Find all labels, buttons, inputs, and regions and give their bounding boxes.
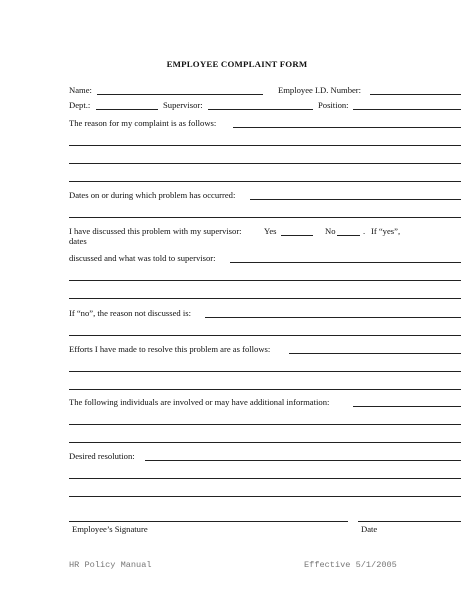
footer-manual-title: HR Policy Manual: [69, 560, 152, 570]
yes-field[interactable]: [281, 235, 313, 236]
discussed-told-label: discussed and what was told to supervisor:: [69, 253, 216, 263]
supervisor-field[interactable]: [208, 109, 313, 110]
dates-field-line[interactable]: [250, 199, 461, 200]
individuals-field-line[interactable]: [69, 424, 461, 425]
dept-label: Dept.:: [69, 100, 91, 110]
reason-field-line[interactable]: [69, 145, 461, 146]
signature-field[interactable]: [69, 521, 348, 522]
name-field[interactable]: [97, 94, 263, 95]
efforts-label: Efforts I have made to resolve this problem are as follows:: [69, 344, 271, 354]
yes-label: Yes: [264, 226, 277, 236]
dates-word-label: dates: [69, 236, 87, 246]
desired-resolution-field-line[interactable]: [69, 496, 461, 497]
individuals-field-line[interactable]: [69, 442, 461, 443]
discussed-label: I have discussed this problem with my supervisor:: [69, 226, 242, 236]
separator-dot: .: [363, 226, 366, 236]
employee-id-label: Employee I.D. Number:: [278, 85, 362, 95]
discussed-told-field-line[interactable]: [69, 298, 461, 299]
reason-label: The reason for my complaint is as follows:: [69, 118, 217, 128]
if-no-field-line[interactable]: [205, 317, 461, 318]
desired-resolution-field-line[interactable]: [69, 478, 461, 479]
no-label: No: [325, 226, 336, 236]
footer-effective-date: Effective 5/1/2005: [304, 560, 397, 570]
efforts-field-line[interactable]: [289, 353, 461, 354]
date-field[interactable]: [358, 521, 461, 522]
desired-resolution-field-line[interactable]: [145, 460, 461, 461]
efforts-field-line[interactable]: [69, 389, 461, 390]
dept-field[interactable]: [96, 109, 158, 110]
individuals-label: The following individuals are involved or may have additional information:: [69, 397, 330, 407]
if-no-field-line[interactable]: [69, 335, 461, 336]
position-field[interactable]: [353, 109, 461, 110]
date-label: Date: [361, 524, 378, 534]
if-yes-label: If “yes”,: [371, 226, 401, 236]
efforts-field-line[interactable]: [69, 371, 461, 372]
employee-id-field[interactable]: [370, 94, 461, 95]
dates-field-line[interactable]: [69, 217, 461, 218]
individuals-field-line[interactable]: [353, 406, 461, 407]
name-label: Name:: [69, 85, 92, 95]
reason-field-line[interactable]: [69, 163, 461, 164]
dates-label: Dates on or during which problem has occurred:: [69, 190, 236, 200]
reason-field-line[interactable]: [69, 181, 461, 182]
if-no-label: If “no”, the reason not discussed is:: [69, 308, 191, 318]
desired-resolution-label: Desired resolution:: [69, 451, 135, 461]
form-title: EMPLOYEE COMPLAINT FORM: [166, 59, 308, 69]
discussed-told-field-line[interactable]: [230, 262, 461, 263]
supervisor-label: Supervisor:: [163, 100, 203, 110]
no-field[interactable]: [337, 235, 360, 236]
position-label: Position:: [318, 100, 349, 110]
discussed-told-field-line[interactable]: [69, 280, 461, 281]
signature-label: Employee’s Signature: [72, 524, 148, 534]
reason-field-line[interactable]: [233, 127, 461, 128]
